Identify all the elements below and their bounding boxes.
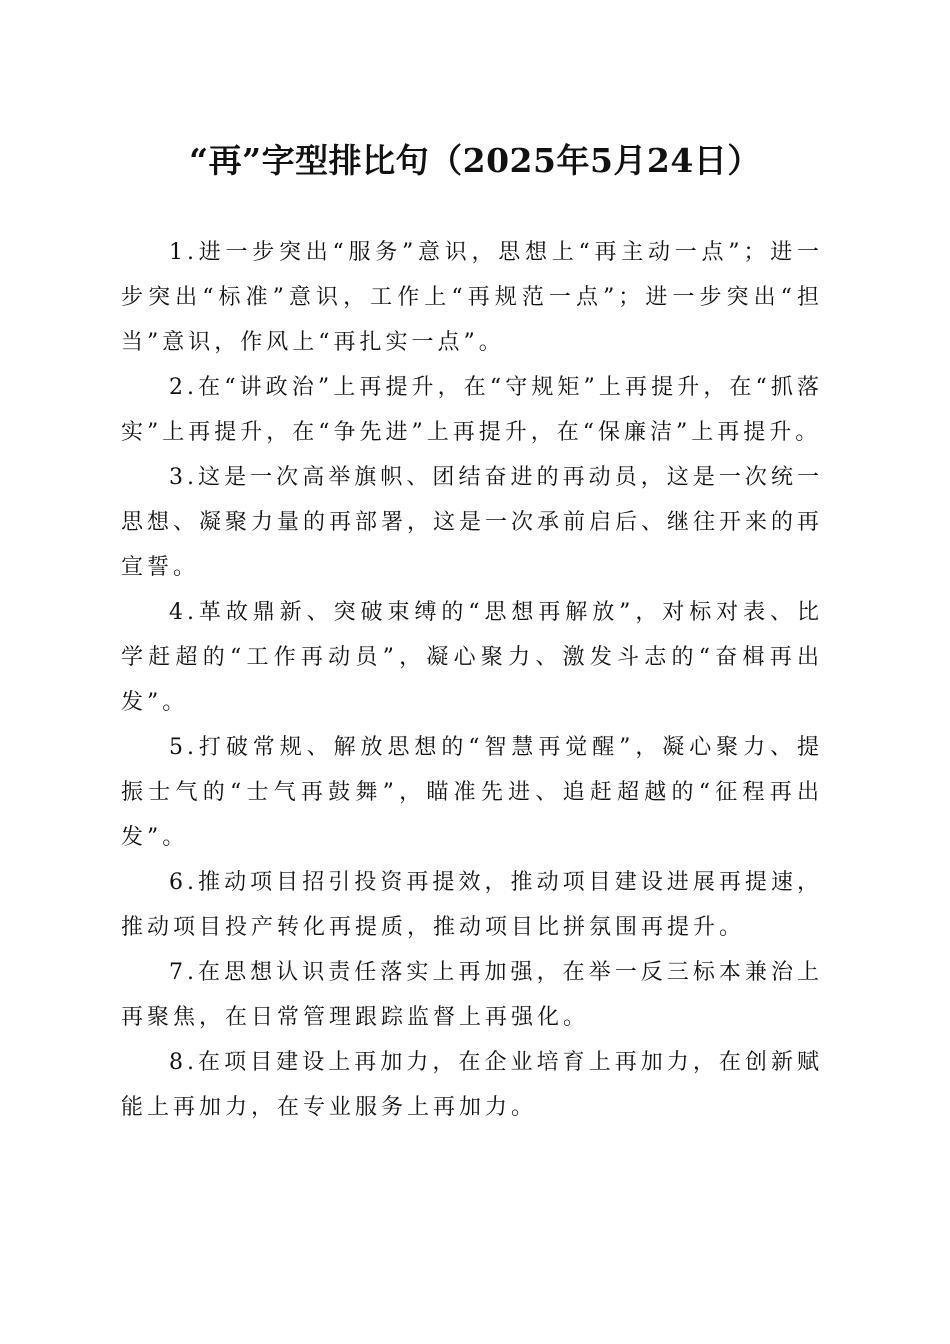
paragraph-3: 3.这是一次高举旗帜、团结奋进的再动员，这是一次统一思想、凝聚力量的再部署，这是一次承前启后、继往开来的再宣誓。	[121, 465, 824, 580]
document-body	[121, 230, 823, 1130]
paragraph-1: 1.进一步突出“服务”意识，思想上“再主动一点”；进一步突出“标准”意识，工作上“再规范一点”；进一步突出“担当”意识，作风上“再扎实一点”。	[121, 240, 823, 355]
paragraph-8: 8.在项目建设上再加力，在企业培育上再加力，在创新赋能上再加力，在专业服务上再加力。	[121, 1050, 823, 1120]
paragraph-7: 7.在思想认识责任落实上再加强，在举一反三标本兼治上再聚焦，在日常管理跟踪监督上再强化。	[121, 960, 823, 1030]
paragraph-4: 4.革故鼎新、突破束缚的“思想再解放”，对标对表、比学赶超的“工作再动员”，凝心聚力、激发斗志的“奋楫再出发”。	[121, 600, 823, 715]
paragraph-5: 5.打破常规、解放思想的“智慧再觉醒”，凝心聚力、提振士气的“士气再鼓舞”，瞄准先进、追赶超越的“征程再出发”。	[121, 735, 823, 850]
paragraph-2: 2.在“讲政治”上再提升，在“守规矩”上再提升，在“抓落实”上再提升，在“争先进”上再提升，在“保廉洁”上再提升。	[121, 375, 823, 445]
paragraph-6: 6.推动项目招引投资再提效，推动项目建设进展再提速，推动项目投产转化再提质，推动项目比拼氛围再提升。	[121, 870, 823, 940]
document-title: “再”字型排比句（2025年5月24日）	[189, 141, 761, 180]
